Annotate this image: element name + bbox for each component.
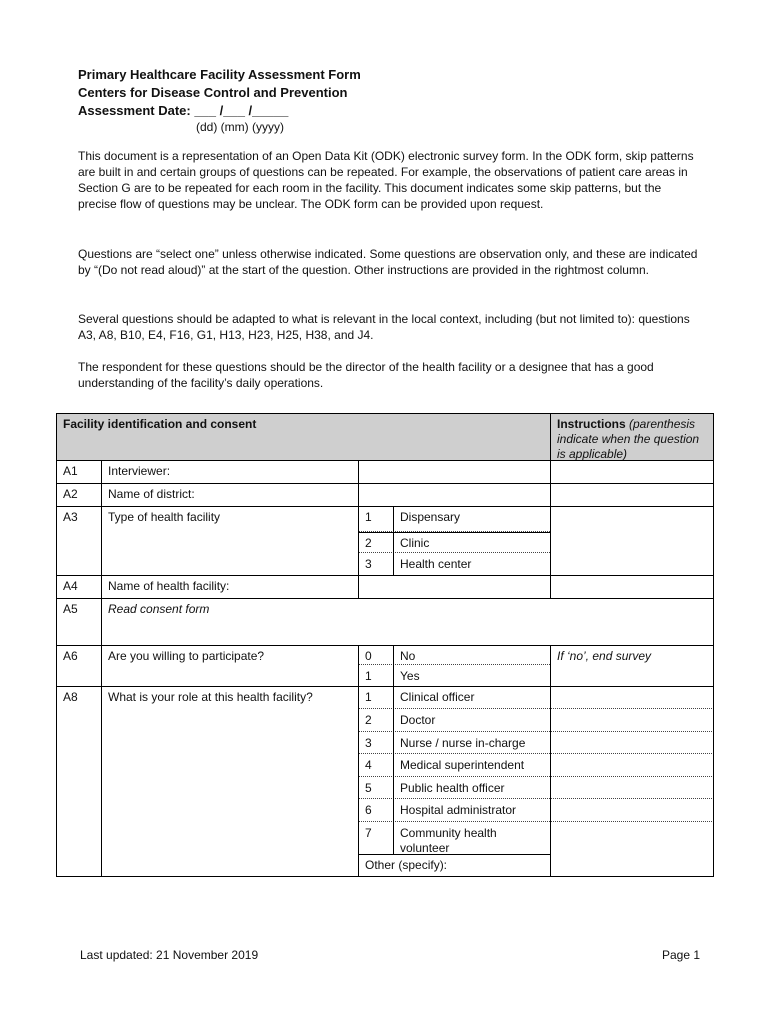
option-medical-superintendent[interactable]: Medical superintendent	[400, 758, 525, 772]
facility-name-answer-field[interactable]	[358, 575, 550, 598]
option-code[interactable]: 2	[365, 536, 372, 550]
section-title: Facility identification and consent	[63, 417, 257, 431]
instructions-header	[550, 413, 714, 466]
form-header	[78, 66, 361, 120]
other-specify-field[interactable]: Other (specify):	[365, 858, 448, 872]
question-role: What is your role at this health facility?	[108, 690, 313, 704]
organization-name: Centers for Disease Control and Prevention	[78, 85, 348, 100]
option-code[interactable]: 3	[365, 736, 372, 750]
option-doctor[interactable]: Doctor	[400, 713, 436, 727]
last-updated: Last updated: 21 November 2019	[80, 948, 259, 962]
assessment-date-line: Assessment Date: ___ /___ /_____	[78, 103, 289, 118]
question-willing-to-participate: Are you willing to participate?	[108, 649, 265, 663]
page-number: Page 1	[662, 948, 701, 962]
option-code[interactable]: 5	[365, 781, 372, 795]
option-code[interactable]: 0	[365, 649, 372, 663]
option-code[interactable]: 3	[365, 557, 372, 571]
intro-paragraph-select-one: Questions are “select one” unless otherwise indicated. Some questions are observation only, and these are indicated by “(Do not read aloud)” at the start of the question. Other instructions are provided in the rightmost column.	[78, 247, 698, 277]
question-id: A1	[63, 464, 78, 478]
district-answer-field[interactable]	[358, 483, 550, 506]
option-no[interactable]: No	[400, 649, 416, 663]
instructions-note: (parenthesis indicate when the question is applicable)	[557, 417, 700, 461]
option-code[interactable]: 1	[365, 510, 372, 524]
form-title: Primary Healthcare Facility Assessment Form	[78, 67, 361, 82]
option-health-center[interactable]: Health center	[400, 557, 472, 571]
question-id: A4	[63, 579, 78, 593]
question-id: A3	[63, 510, 78, 524]
date-format-hint: (dd) (mm) (yyyy)	[196, 120, 284, 134]
option-hospital-administrator[interactable]: Hospital administrator	[400, 803, 517, 817]
option-community-health-volunteer[interactable]: Community health volunteer	[400, 826, 497, 855]
interviewer-answer-field[interactable]	[358, 460, 550, 483]
option-code[interactable]: 1	[365, 669, 372, 683]
question-facility-type: Type of health facility	[108, 510, 221, 524]
intro-paragraph-odk: This document is a representation of an Open Data Kit (ODK) electronic survey form. In the ODK form, skip patterns are built in and certain groups of questions can be repeated. For example, the observations of patient care areas in Section G are to be repeated for each room in the facility. This document indicates some skip patterns, but the precise flow of questions may be unclear. The ODK form can be provided upon request.	[78, 149, 694, 211]
option-code[interactable]: 2	[365, 713, 372, 727]
facility-identification-table	[56, 413, 714, 877]
read-consent-form: Read consent form	[108, 602, 210, 616]
option-code[interactable]: 6	[365, 803, 372, 817]
question-interviewer: Interviewer:	[108, 464, 171, 478]
question-facility-name: Name of health facility:	[108, 579, 230, 593]
option-clinical-officer[interactable]: Clinical officer	[400, 690, 475, 704]
option-code[interactable]: 1	[365, 690, 372, 704]
question-id: A2	[63, 487, 78, 501]
option-code[interactable]: 4	[365, 758, 372, 772]
option-code[interactable]: 7	[365, 826, 372, 840]
option-clinic[interactable]: Clinic	[400, 536, 430, 550]
intro-paragraph-respondent: The respondent for these questions should be the director of the health facility or a designee that has a good understanding of the facility’s daily operations.	[78, 360, 654, 390]
option-nurse[interactable]: Nurse / nurse in-charge	[400, 736, 526, 750]
question-id: A5	[63, 602, 78, 616]
intro-paragraph-local-context: Several questions should be adapted to what is relevant in the local context, including (but not limited to): questions A3, A8, B10, E4, F16, G1, H13, H23, H25, H38, and J4.	[78, 312, 690, 342]
question-district: Name of district:	[108, 487, 195, 501]
question-id: A8	[63, 690, 78, 704]
option-dispensary[interactable]: Dispensary	[400, 510, 461, 524]
question-id: A6	[63, 649, 78, 663]
option-yes[interactable]: Yes	[400, 669, 420, 683]
instruction-end-survey: If ‘no’, end survey	[557, 649, 652, 663]
instructions-label: Instructions	[557, 417, 626, 431]
option-public-health-officer[interactable]: Public health officer	[400, 781, 505, 795]
